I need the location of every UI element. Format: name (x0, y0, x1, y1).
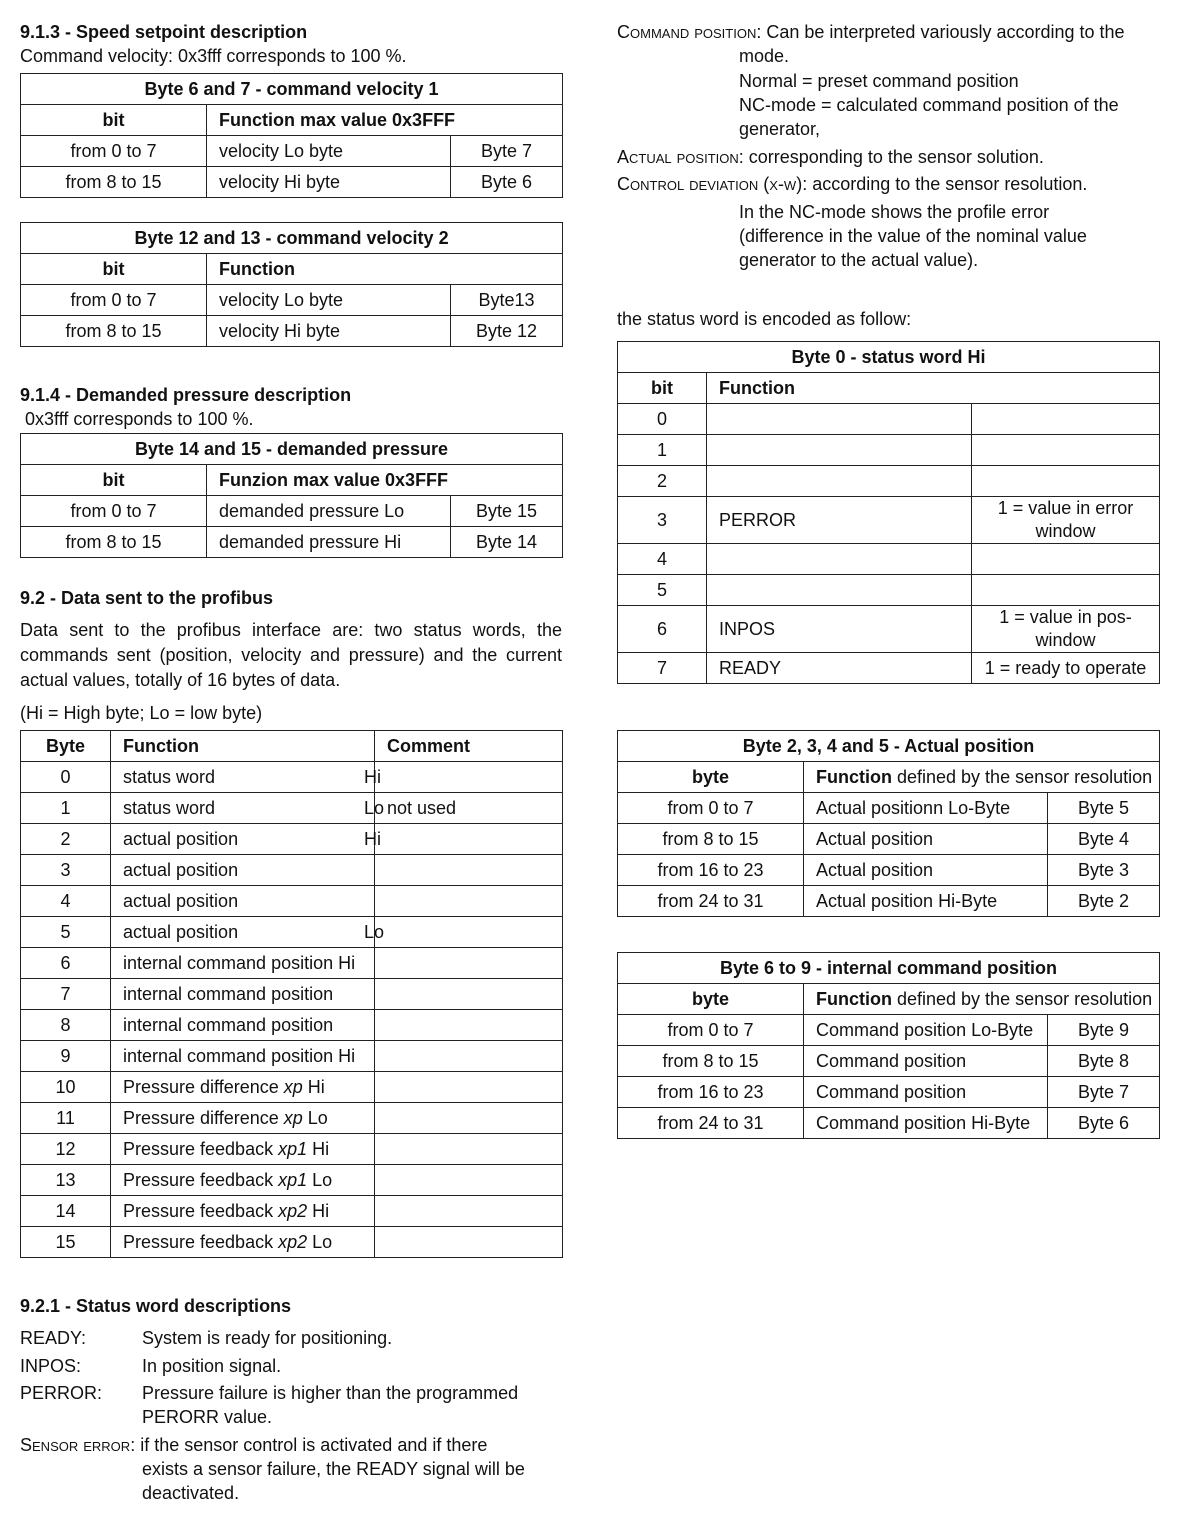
ready-term: READY: (20, 1328, 87, 1348)
table-row: 3 actual position (21, 855, 563, 886)
table-status-word (617, 341, 1160, 684)
col-header-function: Funzion max value 0x3FFF (207, 465, 563, 496)
perror-term: PERROR: (20, 1383, 103, 1403)
control-deviation-desc: : according to the sensor resolution. (802, 174, 1088, 194)
table-row: 12 Pressure feedback xp1 Hi (21, 1134, 563, 1165)
table-row: 8 internal command position (21, 1010, 563, 1041)
heading-data-sent: 9.2 - Data sent to the profibus (20, 588, 274, 608)
col-header-byte: byte (618, 984, 804, 1015)
table-row: from 8 to 15 Actual position Byte 4 (618, 824, 1160, 855)
sensor-error-term: Sensor error (20, 1435, 131, 1455)
table-row: 2 actual position Hi (21, 824, 563, 855)
table-row: 10 Pressure difference xp Hi (21, 1072, 563, 1103)
table-row: from 0 to 7 Actual positionn Lo-Byte Byte 5 (618, 793, 1160, 824)
table-data-bytes (20, 730, 563, 1258)
command-position-term: Command position (617, 22, 757, 42)
col-header-byte: byte (618, 762, 804, 793)
inpos-desc: In position signal. (142, 1356, 282, 1376)
table-title: Byte 14 and 15 - demanded pressure (21, 434, 563, 465)
sensor-error-line (20, 1433, 487, 1457)
control-deviation-desc-4: generator to the actual value). (739, 250, 979, 270)
table-row: 9 internal command position Hi (21, 1041, 563, 1072)
table-row: 14 Pressure feedback xp2 Hi (21, 1196, 563, 1227)
col-header-function: Function defined by the sensor resolution (804, 762, 1160, 793)
table-row: from 8 to 15 velocity Hi byte Byte 6 (21, 167, 563, 198)
col-header-bit: bit (21, 254, 207, 285)
table-row: 6 internal command position Hi (21, 948, 563, 979)
table-row: 5 actual position Lo (21, 917, 563, 948)
speed-intro: Command velocity: 0x3fff corresponds to 100 %. (20, 46, 407, 66)
inpos-term: INPOS: (20, 1356, 82, 1376)
hi-lo-note: (Hi = High byte; Lo = low byte) (20, 703, 263, 723)
table-row: 15 Pressure feedback xp2 Lo (21, 1227, 563, 1258)
table-row: from 0 to 7 demanded pressure Lo Byte 15 (21, 496, 563, 527)
command-position-desc-3: Normal = preset command position (739, 71, 1019, 91)
control-deviation-term: Control deviation (x-w) (617, 174, 803, 194)
perror-desc-2: PERORR value. (142, 1407, 273, 1427)
command-position-desc-5: generator, (739, 119, 821, 139)
table-row: 5 (618, 575, 1160, 606)
col-header-bit: bit (21, 105, 207, 136)
table-row: from 16 to 23 Command position Byte 7 (618, 1077, 1160, 1108)
table-row: from 24 to 31 Command position Hi-Byte Byte 6 (618, 1108, 1160, 1139)
table-title: Byte 0 - status word Hi (618, 342, 1160, 373)
control-deviation-line (617, 172, 1087, 196)
table-row: 1 status word Lo not used (21, 793, 563, 824)
table-row: from 0 to 7 velocity Lo byte Byte13 (21, 285, 563, 316)
control-deviation-desc-2: In the NC-mode shows the profile error (739, 202, 1050, 222)
table-title: Byte 6 to 9 - internal command position (618, 953, 1160, 984)
table-row: 4 (618, 544, 1160, 575)
command-position-desc-4: NC-mode = calculated command position of the (739, 95, 1119, 115)
table-title: Byte 6 and 7 - command velocity 1 (21, 74, 563, 105)
heading-demanded-pressure: 9.1.4 - Demanded pressure description (20, 385, 352, 405)
table-row: 3 PERROR 1 = value in error window (618, 497, 1160, 544)
pressure-intro: 0x3fff corresponds to 100 %. (25, 409, 254, 429)
table-row: 0 status word Hi (21, 762, 563, 793)
table-row: 1 (618, 435, 1160, 466)
sensor-error-desc-3: deactivated. (142, 1483, 240, 1503)
table-row: from 8 to 15 Command position Byte 8 (618, 1046, 1160, 1077)
command-position-line (617, 20, 1125, 44)
col-header-function: Function defined by the sensor resolution (804, 984, 1160, 1015)
col-header-bit: bit (21, 465, 207, 496)
actual-position-desc: : corresponding to the sensor solution. (738, 147, 1044, 167)
table-actual-position (617, 730, 1160, 917)
table-row: from 8 to 15 velocity Hi byte Byte 12 (21, 316, 563, 347)
heading-speed-setpoint: 9.1.3 - Speed setpoint description (20, 22, 308, 42)
data-sent-paragraph: Data sent to the profibus interface are: two status words, the commands sent (position, velocity and pressure) and the current actual values, totally of 16 bytes of data. (20, 620, 562, 690)
table-row: 7 internal command position (21, 979, 563, 1010)
col-header-function: Function (111, 731, 375, 762)
table-title: Byte 2, 3, 4 and 5 - Actual position (618, 731, 1160, 762)
command-position-desc-1: : Can be interpreted variously according to the (756, 22, 1125, 42)
table-row: from 0 to 7 velocity Lo byte Byte 7 (21, 136, 563, 167)
col-header-byte: Byte (21, 731, 111, 762)
col-header-comment: Comment (375, 731, 563, 762)
ready-desc: System is ready for positioning. (142, 1328, 393, 1348)
table-row: 13 Pressure feedback xp1 Lo (21, 1165, 563, 1196)
status-word-intro: the status word is encoded as follow: (617, 309, 912, 329)
perror-desc-1: Pressure failure is higher than the programmed (142, 1383, 519, 1403)
table-demanded-pressure (20, 433, 563, 558)
sensor-error-desc-2: exists a sensor failure, the READY signal will be (142, 1459, 525, 1479)
table-row: from 16 to 23 Actual position Byte 3 (618, 855, 1160, 886)
table-row: 6 INPOS 1 = value in pos-window (618, 606, 1160, 653)
table-row: from 8 to 15 demanded pressure Hi Byte 14 (21, 527, 563, 558)
table-row: 2 (618, 466, 1160, 497)
actual-position-line (617, 145, 1044, 169)
col-header-function: Function (707, 373, 1160, 404)
actual-position-term: Actual position (617, 147, 739, 167)
table-title: Byte 12 and 13 - command velocity 2 (21, 223, 563, 254)
command-position-desc-2: mode. (739, 46, 790, 66)
col-header-function: Function (207, 254, 563, 285)
col-header-bit: bit (618, 373, 707, 404)
table-row: 11 Pressure difference xp Lo (21, 1103, 563, 1134)
table-command-velocity-2 (20, 222, 563, 347)
table-row: 4 actual position (21, 886, 563, 917)
sensor-error-desc-1: : if the sensor control is activated and if there (130, 1435, 488, 1455)
table-row: 0 (618, 404, 1160, 435)
table-internal-command-position (617, 952, 1160, 1139)
col-header-function: Function max value 0x3FFF (207, 105, 563, 136)
control-deviation-desc-3: (difference in the value of the nominal value (739, 226, 1087, 246)
table-row: from 24 to 31 Actual position Hi-Byte Byte 2 (618, 886, 1160, 917)
heading-status-word-desc: 9.2.1 - Status word descriptions (20, 1296, 292, 1316)
table-command-velocity-1 (20, 73, 563, 198)
table-row: 7 READY 1 = ready to operate (618, 653, 1160, 684)
table-row: from 0 to 7 Command position Lo-Byte Byte 9 (618, 1015, 1160, 1046)
